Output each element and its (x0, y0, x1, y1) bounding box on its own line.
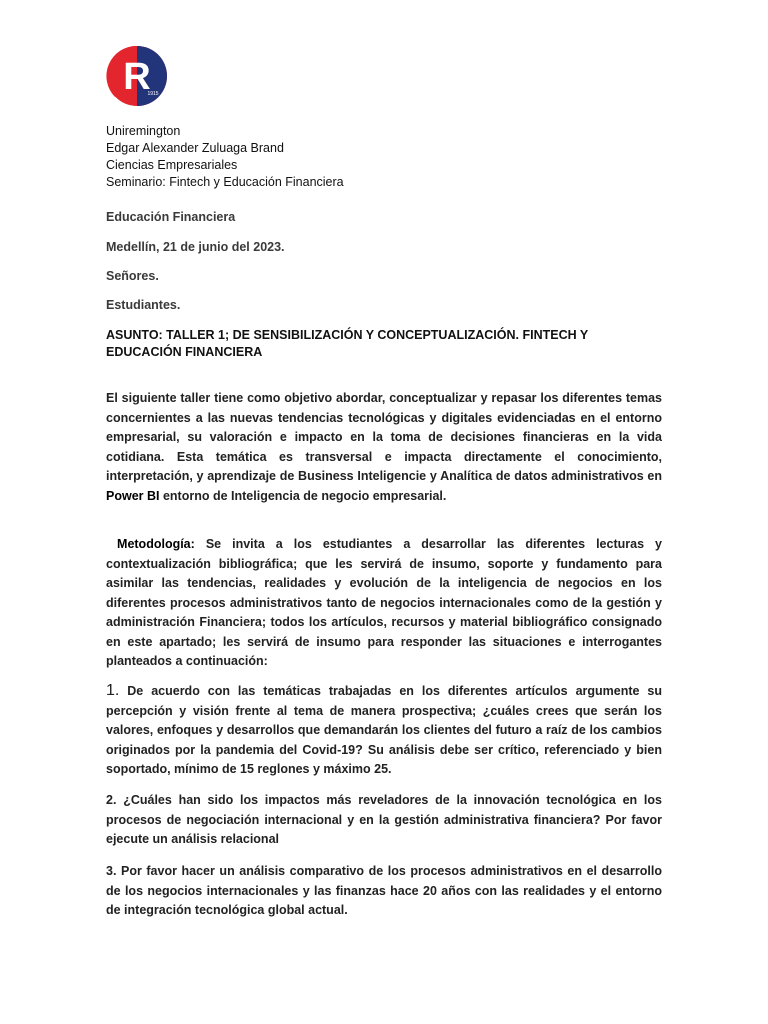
question-text: De acuerdo con las temáticas trabajadas en los diferentes artículos argumente su percepción y visión frente al tema de manera prospectiva; ¿cuáles crees que serán los valores, enfoques y desarrollos que demandarán los clientes del futuro a raíz de los cambios originados por la pandemia del Covid-19? Su análisis debe ser crítico, referenciado y bien soportado, mínimo de 15 reglones y máximo 25. (106, 684, 662, 776)
question-text: ¿Cuáles han sido los impactos más reveladores de la innovación tecnológica en los procesos de negociación internacional y en la gestión administrativa financiera? Por favor ejecute un análisis relacional (106, 793, 662, 846)
question-3 (106, 862, 662, 921)
letter-header (106, 123, 662, 191)
subject-line: Educación Financiera (106, 210, 236, 224)
svg-text:R: R (123, 56, 151, 98)
faculty-name: Ciencias Empresariales (106, 158, 238, 172)
metodologia-text: Se invita a los estudiantes a desarrollar las diferentes lecturas y contextualización bibliográfica; que les servirá de insumo, soporte y fundamento para asimilar las tendencias, realidades y evolución de la inteligencia de negocios en los diferentes procesos administrativos tanto de negocios internacionales como de la gestión y administración Financiera; todos los artículos, recursos y material bibliográfico consignado en este apartado; les servirá de insumo para responder las situaciones e interrogantes planteados a continuación: (106, 537, 662, 668)
question-number: 2. (106, 793, 117, 807)
recipients: Estudiantes. (106, 298, 181, 312)
question-text: Por favor hacer un análisis comparativo de los procesos administrativos en el desarrollo de los negocios internacionales y las finanzas hace 20 años con las realidades y el entorno de integración tecnológica global actual. (106, 864, 662, 917)
uniremington-logo (106, 45, 168, 107)
date-line: Medellín, 21 de junio del 2023. (106, 240, 285, 254)
metodologia-label: Metodología: (117, 537, 195, 551)
metodologia-paragraph (106, 535, 662, 672)
seminar-title: Seminario: Fintech y Educación Financiera (106, 175, 344, 189)
svg-text:1915: 1915 (147, 91, 159, 97)
asunto-heading: ASUNTO: TALLER 1; DE SENSIBILIZACIÓN Y CONCEPTUALIZACIÓN. FINTECH Y EDUCACIÓN FINANCIERA (106, 328, 588, 359)
question-number: 1. (106, 682, 120, 699)
intro-text-1: El siguiente taller tiene como objetivo abordar, conceptualizar y repasar los diferentes temas concernientes a las nuevas tendencias tecnológicas y digitales evidenciadas en el entorno empresarial, su valoración e impacto en la toma de decisiones financieras en la vida cotidiana. Esta temática es transversal e impacta directamente el conocimiento, interpretación, y aprendizaje de Business Inteligencie y Analítica de datos administrativos en (106, 391, 662, 483)
salutation: Señores. (106, 269, 159, 283)
question-number: 3. (106, 864, 117, 878)
question-1 (106, 681, 662, 780)
intro-paragraph (106, 389, 662, 506)
question-2 (106, 791, 662, 850)
powerbi-term: Power BI (106, 488, 160, 503)
institution-name: Uniremington (106, 124, 181, 138)
author-name: Edgar Alexander Zuluaga Brand (106, 141, 284, 155)
intro-text-2: entorno de Inteligencia de negocio empresarial. (159, 488, 447, 503)
